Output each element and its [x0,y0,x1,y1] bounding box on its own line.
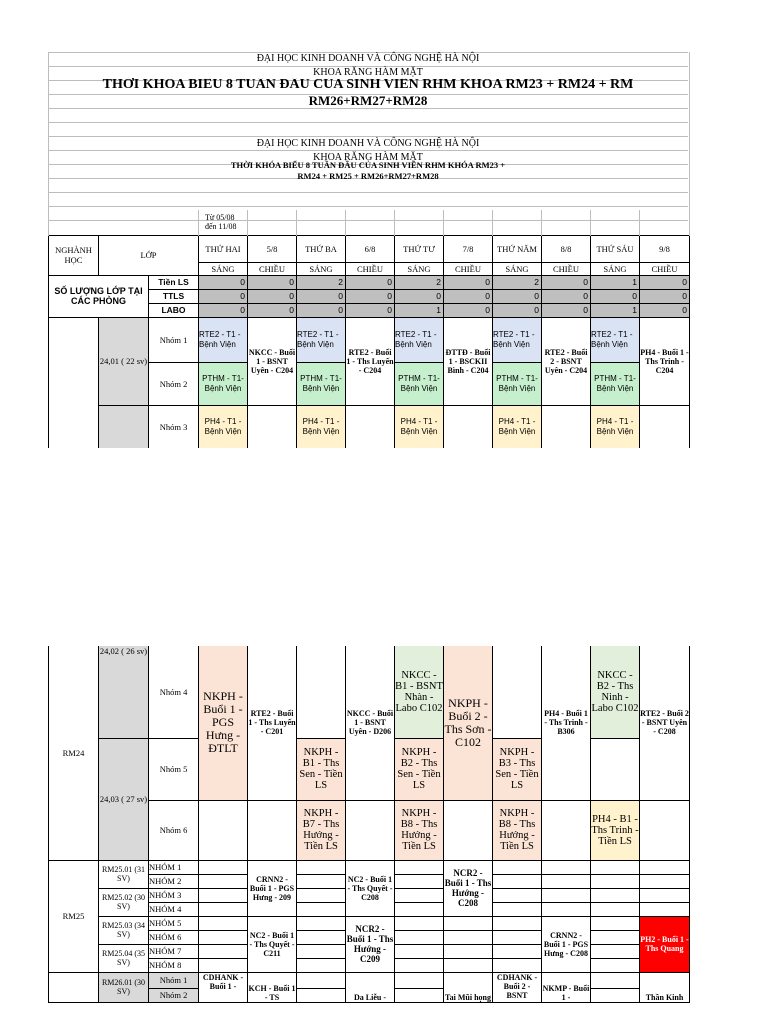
session-header: SÁNG [395,262,444,275]
room-count: 0 [640,275,690,289]
faculty-name-2: KHOA RĂNG HÀM MẶT [313,152,423,163]
room-count: 0 [493,303,542,317]
schedule-cell: ĐTTĐ - Buổi 1 - BSCKII Bình - C204 [444,317,493,405]
schedule-cell: NKCC - B1 - BSNT Nhàn - Labo C102 [395,646,444,738]
schedule-cell: PH4 - Buổi 1 - Ths Trinh - C204 [640,317,690,405]
date-range: Từ 05/08 đến 11/08 [199,210,248,235]
schedule-cell: Tai Mũi họng [444,972,493,1002]
schedule-cell: CRNN2 - Buổi 1 - PGS Hưng - 209 [248,860,297,916]
day-header: 5/8 [248,235,297,262]
day-header: THỨ TƯ [395,235,444,262]
group-label: Nhóm 6 [149,800,199,860]
schedule-cell: NKPH - B7 - Ths Hướng - Tiền LS [297,800,346,860]
main-title-line1: THỜI KHÓA BIỂU 8 TUẦN ĐẦU CỦA SINH VIÊN RHM KHÓA RM23 + RM24 + RM [102,78,634,92]
room-count: 0 [346,289,395,303]
room-count: 0 [297,303,346,317]
session-header: CHIỀU [542,262,591,275]
schedule-cell: PH4 - T1 - Bệnh Viện [199,405,248,448]
schedule-cell: NKMP - Buổi 1 - [542,972,591,1002]
room-name: LABO [149,303,199,317]
schedule-cell: RTE2 - T1 - Bệnh Viện [591,317,640,362]
main-title-line2: RM26+RM27+RM28 [308,94,428,108]
schedule-cell: CRNN2 - Buổi 1 - PGS Hưng - C208 [542,916,591,972]
group-label: Nhóm 2 [149,362,199,405]
day-header: 7/8 [444,235,493,262]
schedule-cell: NKPH - B3 - Ths Sen - Tiền LS [493,738,542,800]
room-count: 0 [444,289,493,303]
room-count: 1 [395,303,444,317]
schedule-cell: NC2 - Buổi 1 - Ths Quyết - C211 [248,916,297,972]
day-header: 8/8 [542,235,591,262]
group-label: Nhóm 3 [149,405,199,448]
room-count: 0 [591,289,640,303]
spreadsheet [48,52,689,436]
schedule-cell: RTE2 - T1 - Bệnh Viện [395,317,444,362]
group-label: Nhóm 1 [149,972,199,988]
schedule-cell: PH4 - B1 - Ths Trinh - Tiền LS [591,800,640,860]
sub-title-line1: THỜI KHÓA BIỂU 8 TUẦN ĐẦU CỦA SINH VIÊN RHM KHÓA RM23 + [230,160,506,170]
room-count: 0 [199,303,248,317]
room-count: 2 [395,275,444,289]
schedule-cell: PH4 - T1 - Bệnh Viện [297,405,346,448]
class-label: RM25.02 (30 SV) [99,888,149,916]
class-label: RM25.01 (31 SV) [99,860,149,888]
session-header: SÁNG [297,262,346,275]
schedule-cell: NC2 - Buổi 1 - Ths Quyết - C208 [346,860,395,916]
schedule-cell: PTHM - T1- Bệnh Viện [493,362,542,405]
room-count: 0 [346,303,395,317]
room-count: 1 [591,303,640,317]
room-count: 0 [444,275,493,289]
university-name: ĐẠI HỌC KINH DOANH VÀ CÔNG NGHỆ HÀ NỘI [256,53,480,64]
schedule-table-top [48,210,690,448]
schedule-cell: NKPH - B2 - Ths Sen - Tiền LS [395,738,444,800]
col-lop: LỚP [99,235,199,275]
group-label: NHÓM 7 [149,944,199,958]
schedule-cell: NCR2 - Buổi 1 - Ths Hướng - C208 [444,860,493,916]
schedule-cell: Da Liễu - [346,972,395,1002]
room-count: 0 [640,289,690,303]
schedule-cell: NKPH - B8 - Ths Hướng - Tiền LS [395,800,444,860]
schedule-cell: PH4 - Buổi 1 - Ths Trinh - B306 [542,646,591,800]
schedule-cell: NKCC - Buổi 1 - BSNT Uyên - C204 [248,317,297,405]
room-name: TTLS [149,289,199,303]
room-count: 0 [444,303,493,317]
room-count: 0 [395,289,444,303]
schedule-cell: PTHM - T1- Bệnh Viện [395,362,444,405]
day-header: THỨ BA [297,235,346,262]
class-label: 24,03 ( 27 sv) [99,738,149,860]
class-label: 24,02 ( 26 sv) [99,646,149,738]
room-count: 1 [591,275,640,289]
class-label: RM26.01 (30 SV) [99,972,149,1002]
group-label: NHÓM 4 [149,902,199,916]
header-block [48,52,688,212]
schedule-cell: NKPH - B1 - Ths Sen - Tiền LS [297,738,346,800]
room-count: 0 [542,289,591,303]
schedule-cell: RTE2 - Buổi 1 - Ths Luyến - C204 [346,317,395,405]
room-count: 0 [346,275,395,289]
session-header: CHIỀU [640,262,690,275]
day-header: THỨ NĂM [493,235,542,262]
room-count: 2 [297,275,346,289]
schedule-cell: NCR2 - Buổi 1 - Ths Hướng - C209 [346,916,395,972]
schedule-cell: Thần Kinh [640,972,690,1002]
schedule-table-bottom [48,646,690,1003]
schedule-cell: CDHANK - Buổi 1 - [199,972,248,1002]
room-count: 0 [640,303,690,317]
university-name-2: ĐẠI HỌC KINH DOANH VÀ CÔNG NGHỆ HÀ NỘI [256,138,480,149]
group-label: Nhóm 2 [149,988,199,1002]
room-count-label: SỐ LƯỢNG LỚP TẠI CÁC PHÒNG [49,275,149,317]
session-header: CHIỀU [346,262,395,275]
schedule-cell: NKPH - B8 - Ths Hướng - Tiền LS [493,800,542,860]
schedule-cell: PH4 - T1 - Bệnh Viện [493,405,542,448]
schedule-cell: PH2 - Buổi 1 - Ths Quang [640,916,690,972]
group-label: Nhóm 4 [149,646,199,738]
schedule-cell: PTHM - T1- Bệnh Viện [591,362,640,405]
room-count: 0 [248,289,297,303]
session-header: SÁNG [199,262,248,275]
day-header: 9/8 [640,235,690,262]
room-count: 0 [542,303,591,317]
schedule-cell: NKCC - B2 - Ths Ninh - Labo C102 [591,646,640,738]
schedule-cell: PH4 - T1 - Bệnh Viện [395,405,444,448]
class-label: RM25.04 (35 SV) [99,944,149,972]
schedule-cell: KCH - Buổi 1 - TS [248,972,297,1002]
room-count: 0 [248,275,297,289]
room-count: 0 [248,303,297,317]
schedule-cell: RTE2 - Buổi 2 - BSNT Uyên - C204 [542,317,591,405]
group-label: NHÓM 8 [149,958,199,972]
room-count: 2 [493,275,542,289]
session-header: CHIỀU [444,262,493,275]
schedule-cell: PTHM - T1- Bệnh Viện [297,362,346,405]
session-header: CHIỀU [248,262,297,275]
day-header: THỨ HAI [199,235,248,262]
program-label: RM25 [49,860,99,972]
col-nganh-hoc: NGHÀNH HỌC [49,235,99,275]
day-header: THỨ SÁU [591,235,640,262]
room-name: Tiền LS [149,275,199,289]
group-label: Nhóm 1 [149,317,199,362]
schedule-cell: RTE2 - Buổi 1 - Ths Luyến - C201 [248,646,297,800]
room-count: 0 [199,289,248,303]
sub-title-line2: RM24 + RM25 + RM26+RM27+RM28 [297,171,439,181]
schedule-cell: RTE2 - T1 - Bệnh Viện [297,317,346,362]
schedule-cell: RTE2 - Buổi 2 - BSNT Uyên - C208 [640,646,690,800]
schedule-cell: NKPH - Buổi 2 - Ths Sơn - C102 [444,646,493,800]
room-count: 0 [493,289,542,303]
class-label: RM25.03 (34 SV) [99,916,149,944]
group-label: NHÓM 3 [149,888,199,902]
schedule-cell: NKCC - Buổi 1 - BSNT Uyên - D206 [346,646,395,800]
schedule-cell: RTE2 - T1 - Bệnh Viện [493,317,542,362]
schedule-cell: CDHANK - Buổi 2 - BSNT [493,972,542,1002]
program-label: RM24 [49,646,99,860]
day-header: 6/8 [346,235,395,262]
room-count: 0 [297,289,346,303]
room-count: 0 [199,275,248,289]
group-label: NHÓM 2 [149,874,199,888]
room-count: 0 [542,275,591,289]
schedule-cell: PH4 - T1 - Bệnh Viện [591,405,640,448]
group-label: NHÓM 6 [149,930,199,944]
session-header: SÁNG [591,262,640,275]
class-label: 24,01 ( 22 sv) [99,317,149,405]
schedule-cell: PTHM - T1- Bệnh Viện [199,362,248,405]
faculty-name: KHOA RĂNG HÀM MẶT [313,67,423,78]
group-label: NHÓM 5 [149,916,199,930]
group-label: NHÓM 1 [149,860,199,874]
schedule-cell: RTE2 - T1 - Bệnh Viện [199,317,248,362]
session-header: SÁNG [493,262,542,275]
group-label: Nhóm 5 [149,738,199,800]
schedule-cell: NKPH - Buổi 1 - PGS Hưng - ĐTLT [199,646,248,800]
